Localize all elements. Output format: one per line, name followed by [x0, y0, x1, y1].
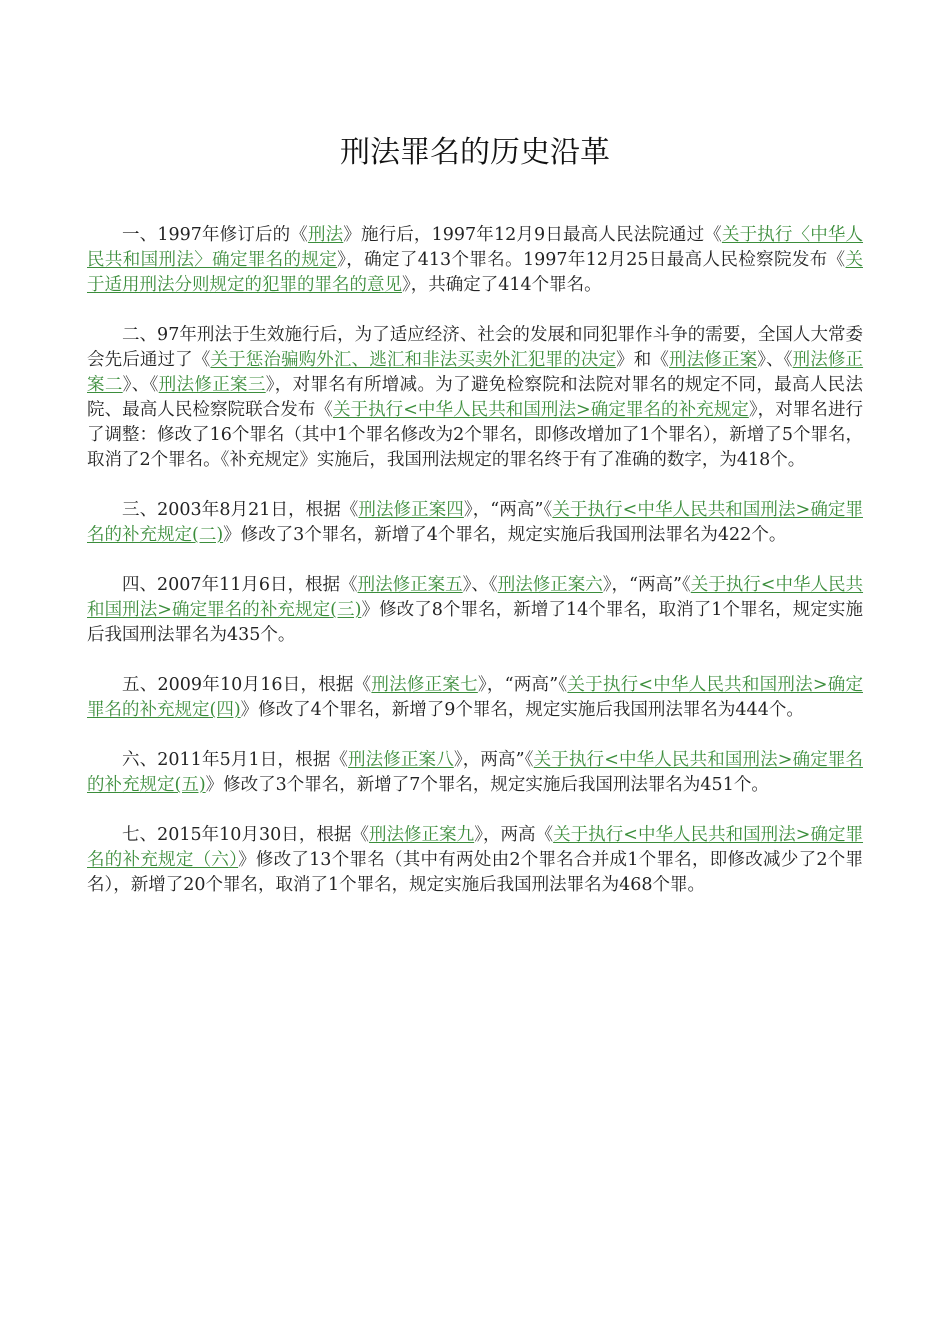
paragraph [87, 323, 863, 473]
document-link[interactable]: 刑法修正案二 [87, 350, 864, 395]
document-link[interactable]: 关于执行<中华人民共和国刑法>确定罪名的补充规定（六） [87, 825, 864, 870]
paragraph-text: 》，共确定了414个罪名。 [402, 275, 602, 295]
document-link[interactable]: 刑法 [307, 225, 344, 245]
document-link[interactable]: 关于执行<中华人民共和国刑法>确定罪名的补充规定(五) [87, 750, 863, 795]
document-link[interactable]: 刑法修正案四 [358, 500, 464, 520]
paragraph-text: 》、《 [757, 350, 793, 370]
document-link[interactable]: 刑法修正案六 [497, 575, 603, 595]
paragraph-text: 二、97年刑法于生效施行后，为了适应经济、社会的发展和同犯罪作斗争的需要，全国人大常委会先后通过了《 [87, 325, 863, 370]
paragraph-text: 》、《 [122, 375, 159, 395]
paragraph-text: 》，两高”《 [453, 750, 534, 770]
paragraph-text: 四、2007年11月6日，根据《 [122, 575, 358, 595]
paragraph-text: 三、2003年8月21日，根据《 [122, 500, 359, 520]
document-link[interactable]: 关于执行<中华人民共和国刑法>确定罪名的补充规定(二) [87, 500, 863, 545]
paragraph [87, 498, 863, 548]
paragraph-text: 》修改了3个罪名，新增了4个罪名，规定实施后我国刑法罪名为422个。 [223, 525, 787, 545]
paragraph [87, 673, 863, 723]
document-link[interactable]: 刑法修正案五 [357, 575, 463, 595]
document-link[interactable]: 关于惩治骗购外汇、逃汇和非法买卖外汇犯罪的决定 [210, 350, 617, 370]
paragraph-text: 》修改了4个罪名，新增了9个罪名，规定实施后我国刑法罪名为444个。 [240, 700, 804, 720]
paragraph-text: 》，确定了413个罪名。1997年12月25日最高人民检察院发布《 [337, 250, 846, 270]
paragraph-text: 七、2015年10月30日，根据《 [122, 825, 369, 845]
paragraph-text: 一、1997年修订后的《 [122, 225, 308, 245]
document-link[interactable]: 关于执行<中华人民共和国刑法>确定罪名的补充规定(四) [87, 675, 863, 720]
paragraph [87, 223, 863, 298]
document-body [87, 223, 863, 898]
paragraph [87, 823, 863, 898]
paragraph-text: 》修改了3个罪名，新增了7个罪名，规定实施后我国刑法罪名为451个。 [205, 775, 769, 795]
document-link[interactable]: 刑法修正案九 [368, 825, 475, 845]
document-link[interactable]: 关于适用刑法分则规定的犯罪的罪名的意见 [87, 250, 863, 295]
paragraph-text: 》，两高《 [474, 825, 554, 845]
document-link[interactable]: 刑法修正案八 [348, 750, 454, 770]
paragraph-text: 六、2011年5月1日，根据《 [122, 750, 348, 770]
paragraph-text: 五、2009年10月16日，根据《 [122, 675, 372, 695]
paragraph-text: 》，对罪名进行了调整：修改了16个罪名（其中1个罪名修改为2个罪名，即修改增加了1个罪名），新增了5个罪名，取消了2个罪名。《补充规定》实施后，我国刑法规定的罪名终于有了准确的数字，为418个。 [87, 400, 864, 470]
document-link[interactable]: 关于执行<中华人民共和国刑法>确定罪名的补充规定 [332, 400, 749, 420]
paragraph-text: 》、《 [462, 575, 498, 595]
document-link[interactable]: 刑法修正案三 [158, 375, 266, 395]
paragraph-text: 》和《 [616, 350, 670, 370]
document-link[interactable]: 关于执行<中华人民共和国刑法>确定罪名的补充规定(三) [87, 575, 864, 620]
paragraph-text: 》修改了13个罪名（其中有两处由2个罪名合并成1个罪名，即修改减少了2个罪名），新增了20个罪名，取消了1个罪名，规定实施后我国刑法罪名为468个罪。 [87, 850, 864, 895]
paragraph-text: 》，对罪名有所增减。为了避免检察院和法院对罪名的规定不同，最高人民法院、最高人民检察院联合发布《 [87, 375, 864, 420]
paragraph [87, 573, 863, 648]
paragraph [87, 748, 863, 798]
document-link[interactable]: 刑法修正案七 [371, 675, 478, 695]
document-title: 刑法罪名的历史沿革 [340, 135, 610, 170]
paragraph-text: 》修改了8个罪名，新增了14个罪名，取消了1个罪名，规定实施后我国刑法罪名为435个。 [87, 600, 863, 645]
paragraph-text: 》，“两高”《 [477, 675, 568, 695]
paragraph-text: 》，“两高”《 [602, 575, 691, 595]
document-link[interactable]: 刑法修正案 [669, 350, 758, 370]
document-link[interactable]: 关于执行〈中华人民共和国刑法〉确定罪名的规定 [87, 225, 864, 270]
paragraph-text: 》施行后，1997年12月9日最高人民法院通过《 [343, 225, 722, 245]
paragraph-text: 》，“两高”《 [463, 500, 553, 520]
